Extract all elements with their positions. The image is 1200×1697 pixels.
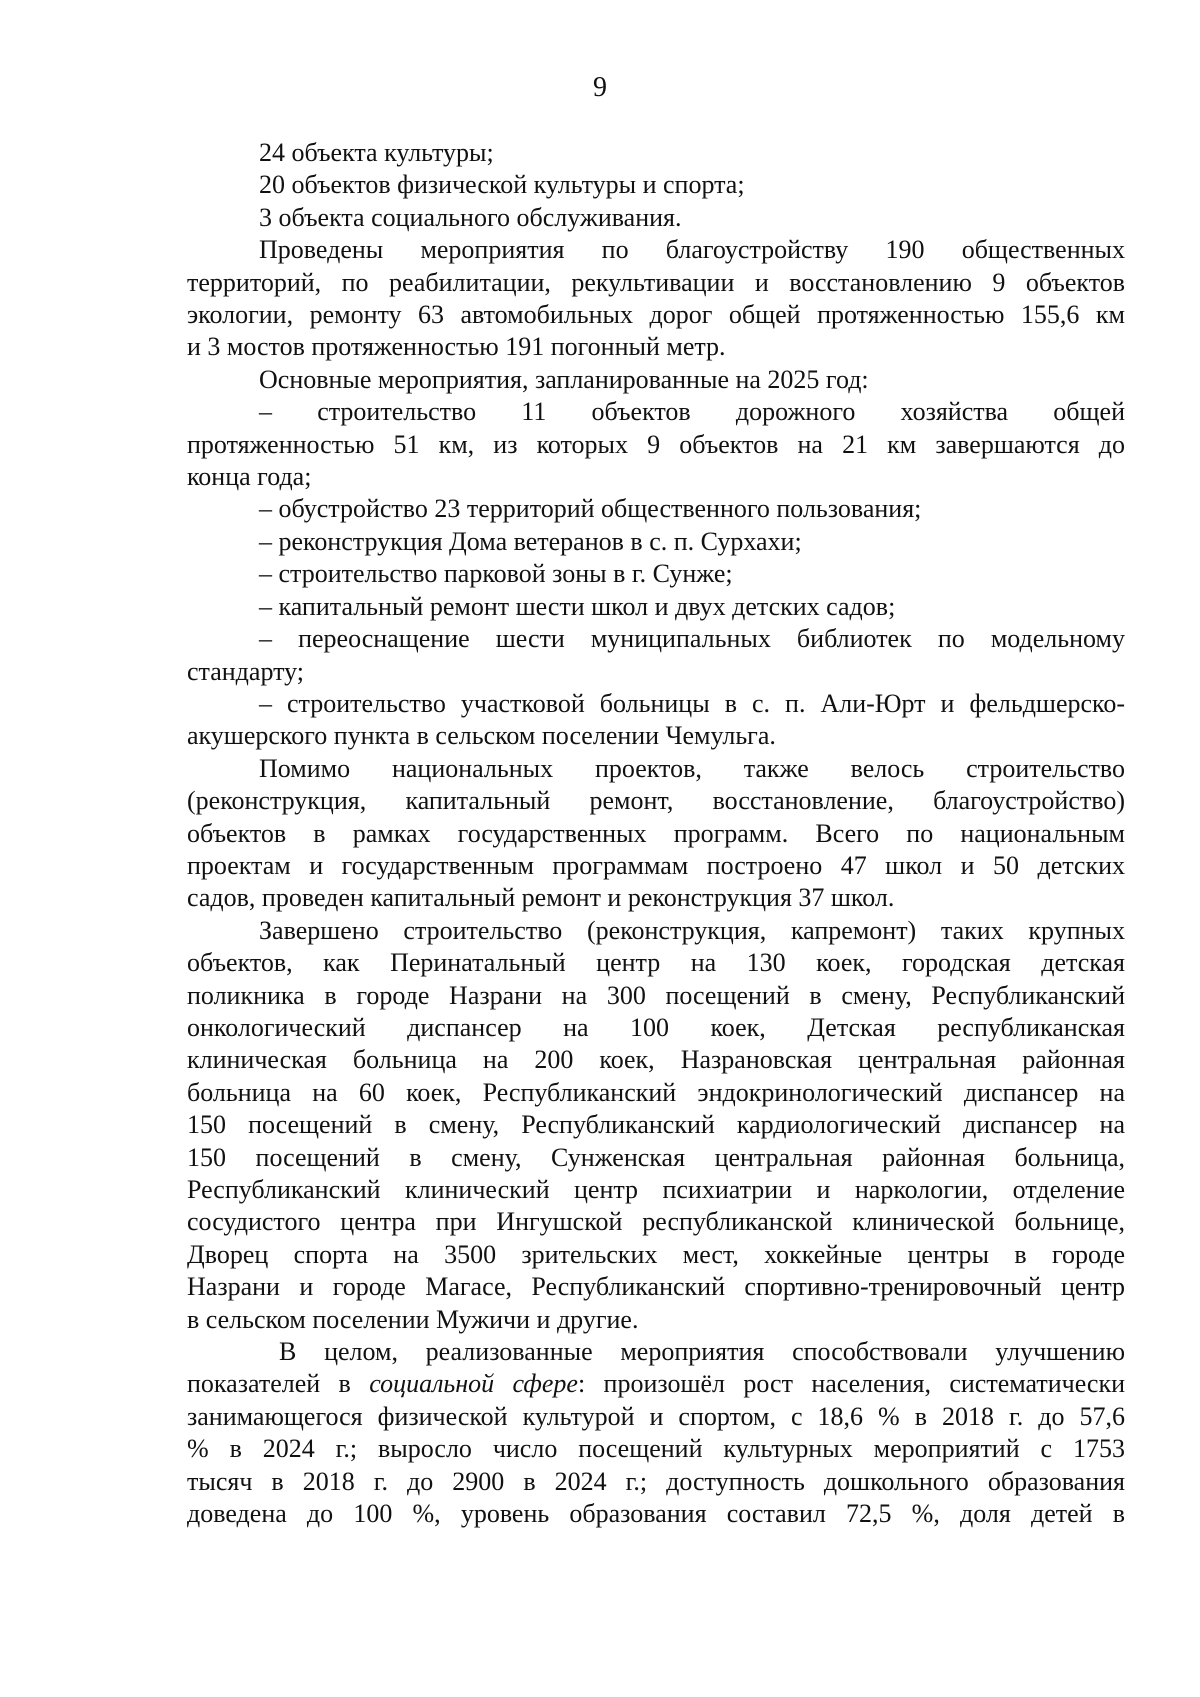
text-line: и 3 мостов протяженностью 191 погонный метр. [187, 332, 726, 362]
text-line: Республиканский клинический центр психиатрии и наркологии, отделение [187, 1175, 1125, 1204]
text-run: показателей в [187, 1369, 370, 1399]
text-line: Дворец спорта на 3500 зрительских мест, хоккейные центры в городе [187, 1239, 1125, 1269]
list-item: 3 объекта социального обслуживания. [259, 202, 682, 232]
list-item: – строительство парковой зоны в г. Сунже; [259, 559, 733, 589]
text-line: садов, проведен капитальный ремонт и реконструкция 37 школ. [187, 883, 895, 913]
list-item: – обустройство 23 территорий общественного пользования; [259, 494, 922, 524]
text-line: тысяч в 2018 г. до 2900 в 2024 г.; доступность дошкольного образования [187, 1466, 1125, 1496]
list-item: 20 объектов физической культуры и спорта; [259, 170, 745, 200]
text-line: протяженностью 51 км, из которых 9 объектов на 21 км завершаются до [187, 429, 1125, 459]
text-line: объектов в рамках государственных программ. Всего по национальным [187, 818, 1125, 848]
text-line: объектов, как Перинатальный центр на 130 коек, городская детская [187, 948, 1125, 978]
text-line: % в 2024 г.; выросло число посещений культурных мероприятий с 1753 [187, 1434, 1125, 1464]
list-item: – реконструкция Дома ветеранов в с. п. Сурхахи; [259, 526, 802, 556]
text-line: поликника в городе Назрани на 300 посещений в смену, Республиканский [187, 980, 1125, 1010]
paragraph-improvements [187, 234, 1125, 364]
list-item: – капитальный ремонт шести школ и двух детских садов; [259, 591, 896, 621]
plan-items [187, 493, 1125, 623]
plan-hospital [187, 688, 1125, 753]
text-line: (реконструкция, капитальный ремонт, восстановление, благоустройство) [187, 786, 1125, 816]
planned-heading: Основные мероприятия, запланированные на 2025 год: [259, 364, 869, 394]
text-line: Помимо национальных проектов, также велось строительство [259, 753, 1125, 783]
text-line: 150 посещений в смену, Республиканский кардиологический диспансер на [187, 1110, 1125, 1140]
text-line: Назрани и городе Магасе, Республиканский спортивно-тренировочный центр [187, 1272, 1125, 1302]
text-line: клиническая больница на 200 коек, Назрановская центральная районная [187, 1045, 1125, 1075]
text-line: конца года; [187, 462, 312, 492]
paragraph-completed [187, 915, 1125, 1336]
text-line: проектам и государственным программам построено 47 школ и 50 детских [187, 850, 1125, 880]
text-line: сосудистого центра при Ингушской республиканской клинической больнице, [187, 1207, 1125, 1237]
text-line: доведена до 100 %, уровень образования составил 72,5 %, доля детей в [187, 1499, 1125, 1529]
text-line: территорий, по реабилитации, рекультивации и восстановлению 9 объектов [187, 267, 1125, 297]
text-line: больница на 60 коек, Республиканский эндокринологический диспансер на [187, 1077, 1125, 1107]
text-line: – строительство участковой больницы в с. п. Али-Юрт и фельдшерско- [259, 688, 1125, 718]
paragraph-overall [187, 1336, 1125, 1530]
text-line: в сельском поселении Мужичи и другие. [187, 1304, 639, 1334]
list-item: 24 объекта культуры; [259, 138, 494, 167]
text-line: – переоснащение шести муниципальных библиотек по модельному [259, 624, 1125, 654]
text-line: стандарту; [187, 656, 304, 686]
text-line [187, 1368, 1125, 1400]
text-line: – строительство 11 объектов дорожного хозяйства общей [259, 397, 1125, 427]
list-intro [187, 137, 1125, 234]
text-line: Завершено строительство (реконструкция, капремонт) таких крупных [259, 915, 1125, 945]
text-line: акушерского пункта в сельском поселении Чемульга. [187, 721, 776, 751]
text-line: В целом, реализованные мероприятия способствовали улучшению [279, 1337, 1125, 1367]
page-number: 9 [593, 72, 607, 103]
plan-road [187, 396, 1125, 493]
plan-libraries [187, 623, 1125, 688]
text-line: экологии, ремонту 63 автомобильных дорог общей протяженностью 155,6 км [187, 300, 1125, 330]
text-line: онкологический диспансер на 100 коек, Детская республиканская [187, 1012, 1125, 1042]
italic-term: социальной сфере [369, 1369, 578, 1399]
document-body [187, 137, 1125, 1530]
text-line: 150 посещений в смену, Сунженская центральная районная больница, [187, 1142, 1125, 1172]
text-run: : произошёл рост населения, систематически [577, 1369, 1125, 1399]
paragraph-besides [187, 753, 1125, 915]
text-line: Проведены мероприятия по благоустройству 190 общественных [259, 235, 1125, 265]
text-line: занимающегося физической культурой и спортом, с 18,6 % в 2018 г. до 57,6 [187, 1401, 1125, 1431]
